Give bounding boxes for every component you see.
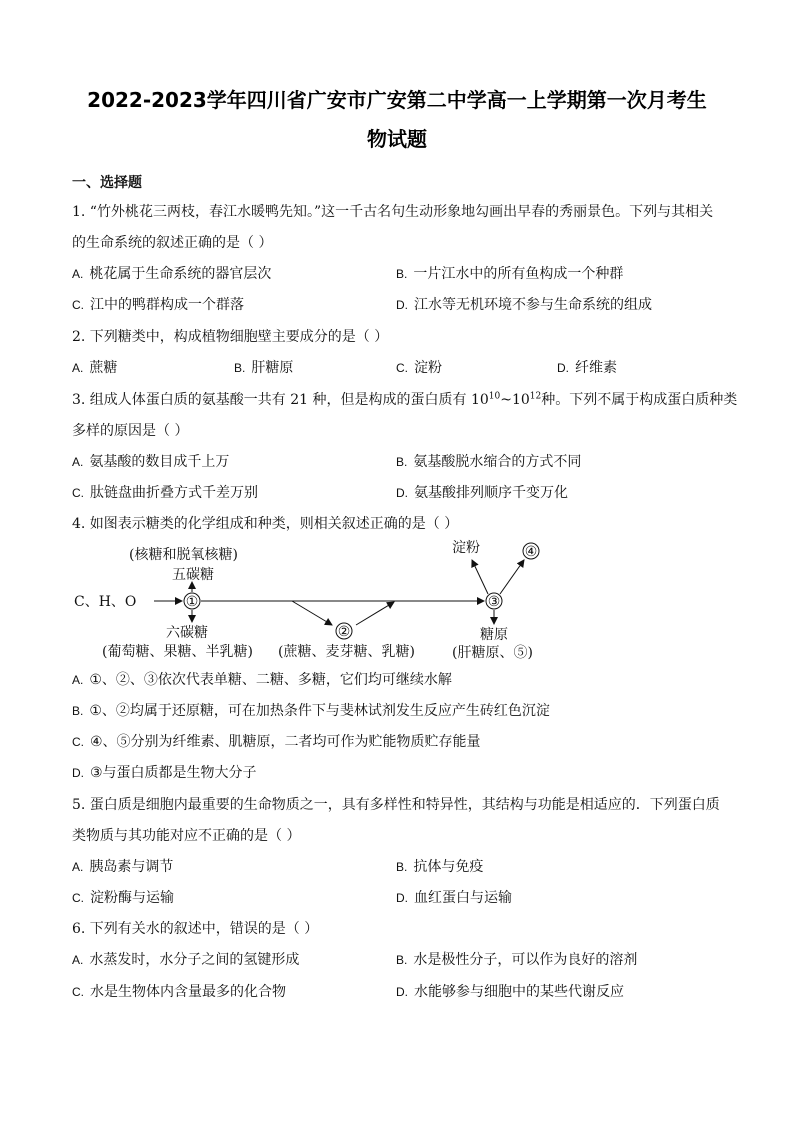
- node-n2-label: ②: [337, 624, 351, 640]
- glycogen-examples: (肝糖原、⑤): [452, 645, 533, 661]
- q3-exponent-1: 10: [488, 391, 501, 402]
- doc-title-line1: 2022-2023学年四川省广安市广安第二中学高一上学期第一次月考生: [87, 88, 707, 112]
- q4-option-a: A. ①、②、③依次代表单糖、二糖、多糖，它们均可继续水解: [72, 672, 452, 688]
- diagram-elements-label: C、H、O: [74, 594, 137, 610]
- node-n1-label: ①: [185, 594, 199, 610]
- q6-option-b: B. 水是极性分子，可以作为良好的溶剂: [396, 952, 638, 968]
- q5-option-a: A. 胰岛素与调节: [72, 859, 174, 875]
- q6-stem: 6. 下列有关水的叙述中，错误的是（ ）: [72, 921, 319, 937]
- q5-option-c: C. 淀粉酶与运输: [72, 890, 174, 906]
- starch-label: 淀粉: [452, 540, 480, 556]
- q2-stem: 2. 下列糖类中，构成植物细胞壁主要成分的是（ ）: [72, 329, 389, 345]
- q5-stem-line1: 5. 蛋白质是细胞内最重要的生命物质之一，具有多样性和特异性，其结构与功能是相适应的．下列蛋白质: [72, 797, 720, 813]
- glycogen-label: 糖原: [480, 627, 508, 643]
- q3-stem-line1: 3. 组成人体蛋白质的氨基酸一共有 21 种，但是构成的蛋白质有 $10^{10}\sim 10^{12}$种。下列不属于构成蛋白质种类: [72, 391, 738, 408]
- pentose-label: 五碳糖: [172, 567, 214, 583]
- q3-option-d: D. 氨基酸排列顺序千变万化: [396, 485, 568, 501]
- q2-option-a: A. 蔗糖: [72, 360, 118, 376]
- arrow-n1-to-n2: [292, 601, 332, 625]
- arrow-n3-to-starch: [472, 560, 488, 594]
- node-n4-label: ④: [524, 544, 538, 560]
- q1-option-a: A. 桃花属于生命系统的器官层次: [72, 266, 272, 282]
- q5-option-d: D. 血红蛋白与运输: [396, 890, 512, 906]
- arrow-n3-to-n4: [500, 560, 524, 594]
- q5-stem-line2: 类物质与其功能对应不正确的是（ ）: [72, 828, 301, 844]
- arrow-n2-to-n3: [356, 602, 394, 625]
- pentose-examples: (核糖和脱氧核糖): [129, 547, 238, 563]
- q5-option-b: B. 抗体与免疫: [396, 859, 484, 875]
- hexose-examples: (葡萄糖、果糖、半乳糖): [102, 644, 253, 660]
- q1-stem-line1: 1. “竹外桃花三两枝，春江水暖鸭先知。”这一千古名句生动形象地勾画出早春的秀丽景色。下列与其相关: [72, 204, 714, 220]
- q6-option-c: C. 水是生物体内含量最多的化合物: [72, 984, 286, 1000]
- q1-option-b: B. 一片江水中的所有鱼构成一个种群: [396, 266, 624, 282]
- q3-option-a: A. 氨基酸的数目成千上万: [72, 454, 230, 470]
- q3-exponent-2: 12: [529, 391, 542, 402]
- q4-option-d: D. ③与蛋白质都是生物大分子: [72, 765, 257, 781]
- q4-option-c: C. ④、⑤分别为纤维素、肌糖原，二者均可作为贮能物质贮存能量: [72, 734, 481, 750]
- section-heading-choice: 一、选择题: [72, 175, 142, 191]
- q4-option-b: B. ①、②均属于还原糖，可在加热条件下与斐林试剂发生反应产生砖红色沉淀: [72, 703, 550, 719]
- q3-option-b: B. 氨基酸脱水缩合的方式不同: [396, 454, 582, 470]
- hexose-label: 六碳糖: [166, 625, 208, 641]
- node-n3-label: ③: [487, 594, 501, 610]
- disaccharide-examples: (蔗糖、麦芽糖、乳糖): [278, 644, 415, 660]
- doc-title-line2: 物试题: [367, 127, 427, 151]
- q4-stem: 4. 如图表示糖类的化学组成和种类，则相关叙述正确的是（ ）: [72, 516, 459, 532]
- q3-stem-line2: 多样的原因是（ ）: [72, 423, 189, 439]
- q2-option-b: B. 肝糖原: [234, 360, 294, 376]
- q1-option-c: C. 江中的鸭群构成一个群落: [72, 297, 244, 313]
- q3-option-c: C. 肽链盘曲折叠方式千差万别: [72, 485, 258, 501]
- q1-stem-line2: 的生命系统的叙述正确的是（ ）: [72, 235, 273, 251]
- q2-option-c: C. 淀粉: [396, 360, 442, 376]
- q6-option-d: D. 水能够参与细胞中的某些代谢反应: [396, 984, 624, 1000]
- q1-option-d: D. 江水等无机环境不参与生命系统的组成: [396, 297, 652, 313]
- q2-option-d: D. 纤维素: [557, 360, 617, 376]
- q6-option-a: A. 水蒸发时，水分子之间的氢键形成: [72, 952, 300, 968]
- sugar-classification-diagram: [60, 538, 560, 666]
